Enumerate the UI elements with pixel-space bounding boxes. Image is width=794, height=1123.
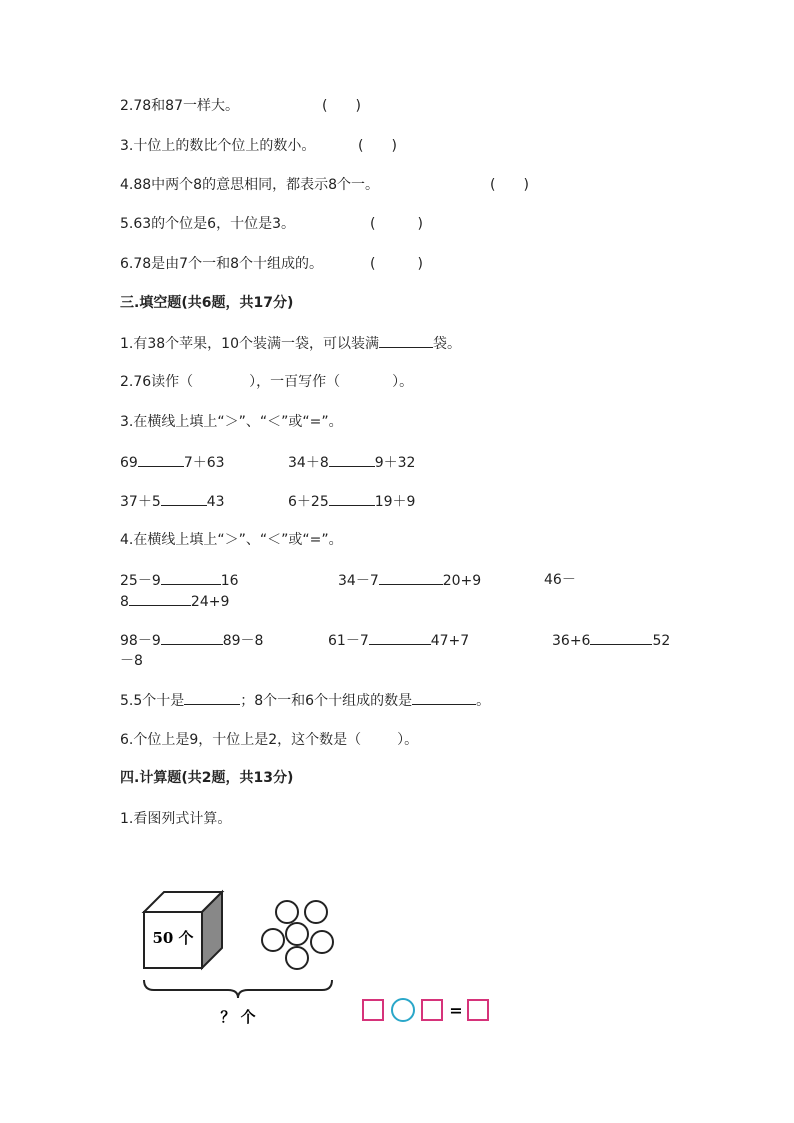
fill-q4-r1c1: 25－9 16: [120, 570, 239, 591]
answer-square-1[interactable]: [363, 1000, 383, 1020]
compare-blank[interactable]: [369, 630, 431, 645]
brace-label: ？ 个: [220, 1008, 256, 1026]
circle-icon: [262, 929, 284, 951]
judge-q2-paren[interactable]: ( ): [322, 98, 361, 114]
compare-blank[interactable]: [129, 591, 191, 606]
compare-blank[interactable]: [161, 491, 207, 506]
fill-q2: 2.76读作（ ），一百写作（ ）。: [120, 374, 414, 390]
judge-q3-paren[interactable]: ( ): [358, 138, 397, 154]
judge-q6: 6.78是由7个一和8个十组成的。: [120, 256, 323, 272]
judge-q6-paren[interactable]: ( ): [370, 256, 423, 272]
fill-q3-r2c1: 37＋5 43: [120, 491, 225, 512]
calc-q1: 1.看图列式计算。: [120, 811, 232, 827]
fill-q4-r2c3a: 36+6 52: [552, 630, 670, 651]
fill-q4-r1c3b: 8 24+9: [120, 591, 229, 612]
fill-q5: 5.5个十是 ；8个一和6个十组成的数是 。: [120, 690, 490, 711]
fill-q1-blank[interactable]: [379, 333, 433, 348]
circle-icon: [286, 947, 308, 969]
circle-icon: [286, 923, 308, 945]
circles-group: [262, 901, 333, 969]
fill-q5-blank-1[interactable]: [184, 690, 240, 705]
compare-blank[interactable]: [379, 570, 443, 585]
equals-sign: =: [449, 1001, 463, 1020]
fill-q4-r2c1: 98－9 89－8: [120, 630, 263, 651]
compare-blank[interactable]: [590, 630, 652, 645]
operator-circle[interactable]: [392, 999, 414, 1021]
fill-q3-r2c2: 6＋25 19＋9: [288, 491, 415, 512]
judge-q4: 4.88中两个8的意思相同，都表示8个一。: [120, 177, 379, 193]
judge-q4-paren[interactable]: ( ): [490, 177, 529, 193]
compare-blank[interactable]: [329, 452, 375, 467]
section-fill-title: 三.填空题(共6题，共17分): [120, 295, 294, 311]
fill-q4-r2c3b: －8: [120, 653, 143, 669]
compare-blank[interactable]: [161, 570, 221, 585]
fill-q3-r1c2: 34＋8 9＋32: [288, 452, 415, 473]
circle-icon: [305, 901, 327, 923]
fill-q5-blank-2[interactable]: [412, 690, 476, 705]
judge-q5-paren[interactable]: ( ): [370, 216, 423, 232]
brace: [144, 980, 332, 998]
fill-q3-r1c1: 69 7＋63: [120, 452, 225, 473]
circle-icon: [276, 901, 298, 923]
fill-q1: 1.有38个苹果，10个装满一袋，可以装满 袋。: [120, 333, 461, 354]
fill-q4-r1c2: 34－7 20+9: [338, 570, 481, 591]
judge-q3: 3.十位上的数比个位上的数小。: [120, 138, 316, 154]
fill-q4-title: 4.在横线上填上“＞”、“＜”或“=”。: [120, 532, 343, 548]
compare-blank[interactable]: [138, 452, 184, 467]
fill-q4-r1c3a: 46－: [544, 572, 576, 588]
cube-box-icon: [144, 892, 222, 968]
compare-blank[interactable]: [329, 491, 375, 506]
answer-square-3[interactable]: [468, 1000, 488, 1020]
box-label: 50 个: [152, 929, 194, 947]
fill-q3-title: 3.在横线上填上“＞”、“＜”或“=”。: [120, 414, 343, 430]
fill-q6: 6.个位上是9，十位上是2，这个数是（ ）。: [120, 732, 419, 748]
circle-icon: [311, 931, 333, 953]
calc-figure: [130, 880, 510, 1040]
judge-q2: 2.78和87一样大。: [120, 98, 239, 114]
section-calc-title: 四.计算题(共2题，共13分): [120, 770, 294, 786]
answer-square-2[interactable]: [422, 1000, 442, 1020]
compare-blank[interactable]: [161, 630, 223, 645]
fill-q4-r2c2: 61－7 47+7: [328, 630, 469, 651]
judge-q5: 5.63的个位是6，十位是3。: [120, 216, 295, 232]
